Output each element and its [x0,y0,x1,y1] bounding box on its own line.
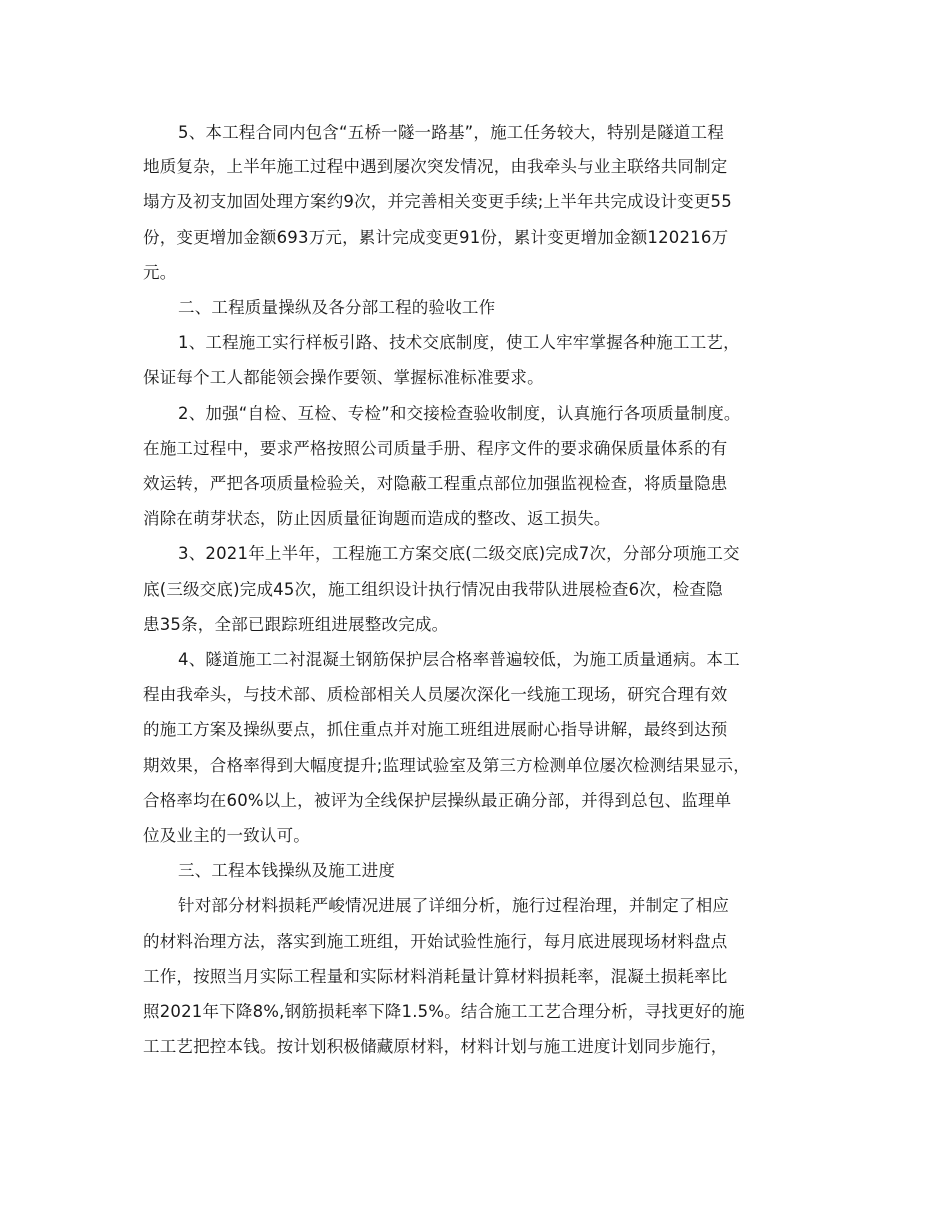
paragraph-line: 工作，按照当月实际工程量和实际材料消耗量计算材料损耗率，混凝土损耗率比 [143,967,728,986]
paragraph-line: 针对部分材料损耗严峻情况进展了详细分析，施行过程治理，并制定了相应 [178,896,730,915]
paragraph-line: 合格率均在60%以上，被评为全线保护层操纵最正确分部，并得到总包、监理单 [143,791,732,810]
paragraph-line: 的施工方案及操纵要点，抓住重点并对施工班组进展耐心指导讲解，最终到达预 [143,720,728,739]
paragraph-line: 塌方及初支加固处理方案约9次，并完善相关变更手续;上半年共完成设计变更55 [143,192,732,211]
paragraph-line: 底(三级交底)完成45次，施工组织设计执行情况由我带队进展检查6次，检查隐 [143,580,723,599]
paragraph-line: 4、隧道施工二衬混凝土钢筋保护层合格率普遍较低，为施工质量通病。本工 [178,650,740,669]
paragraph-line: 1、工程施工实行样板引路、技术交底制度，使工人牢牢掌握各种施工工艺， [178,333,740,352]
paragraph-line: 程由我牵头，与技术部、质检部相关人员屡次深化一线施工现场，研究合理有效 [143,685,728,704]
paragraph-line: 工工艺把控本钱。按计划积极储藏原材料，材料计划与施工进度计划同步施行， [143,1037,728,1056]
paragraph-line: 2、加强“自检、互检、专检”和交接检查验收制度，认真施行各项质量制度。 [178,404,741,423]
paragraph-line: 消除在萌芽状态，防止因质量征询题而造成的整改、返工损失。 [143,509,611,528]
paragraph-line: 元。 [143,263,177,282]
paragraph-line: 位及业主的一致认可。 [143,826,310,845]
paragraph-line: 照2021年下降8%,钢筋损耗率下降1.5%。结合施工工艺合理分析，寻找更好的施 [143,1002,745,1021]
paragraph-line: 效运转，严把各项质量检验关，对隐蔽工程重点部位加强监视检查，将质量隐患 [143,474,728,493]
section-heading: 二、工程质量操纵及各分部工程的验收工作 [178,298,496,317]
section-heading: 三、工程本钱操纵及施工进度 [178,861,396,880]
paragraph-line: 期效果，合格率得到大幅度提升;监理试验室及第三方检测单位屡次检测结果显示， [143,756,750,775]
paragraph-line: 3、2021年上半年，工程施工方案交底(二级交底)完成7次，分部分项施工交 [178,544,740,563]
paragraph-line: 在施工过程中，要求严格按照公司质量手册、程序文件的要求确保质量体系的有 [143,439,728,458]
paragraph-line: 份，变更增加金额693万元，累计完成变更91份，累计变更增加金额120216万 [143,228,729,247]
paragraph-line: 地质复杂，上半年施工过程中遇到屡次突发情况，由我牵头与业主联络共同制定 [143,157,728,176]
paragraph-line: 的材料治理方法，落实到施工班组，开始试验性施行，每月底进展现场材料盘点 [143,932,728,951]
paragraph-line: 患35条，全部已跟踪班组进展整改完成。 [143,615,449,634]
paragraph-line: 保证每个工人都能领会操作要领、掌握标准标准要求。 [143,368,544,387]
paragraph-line: 5、本工程合同内包含“五桥一隧一路基”，施工任务较大，特别是隧道工程 [178,123,724,142]
